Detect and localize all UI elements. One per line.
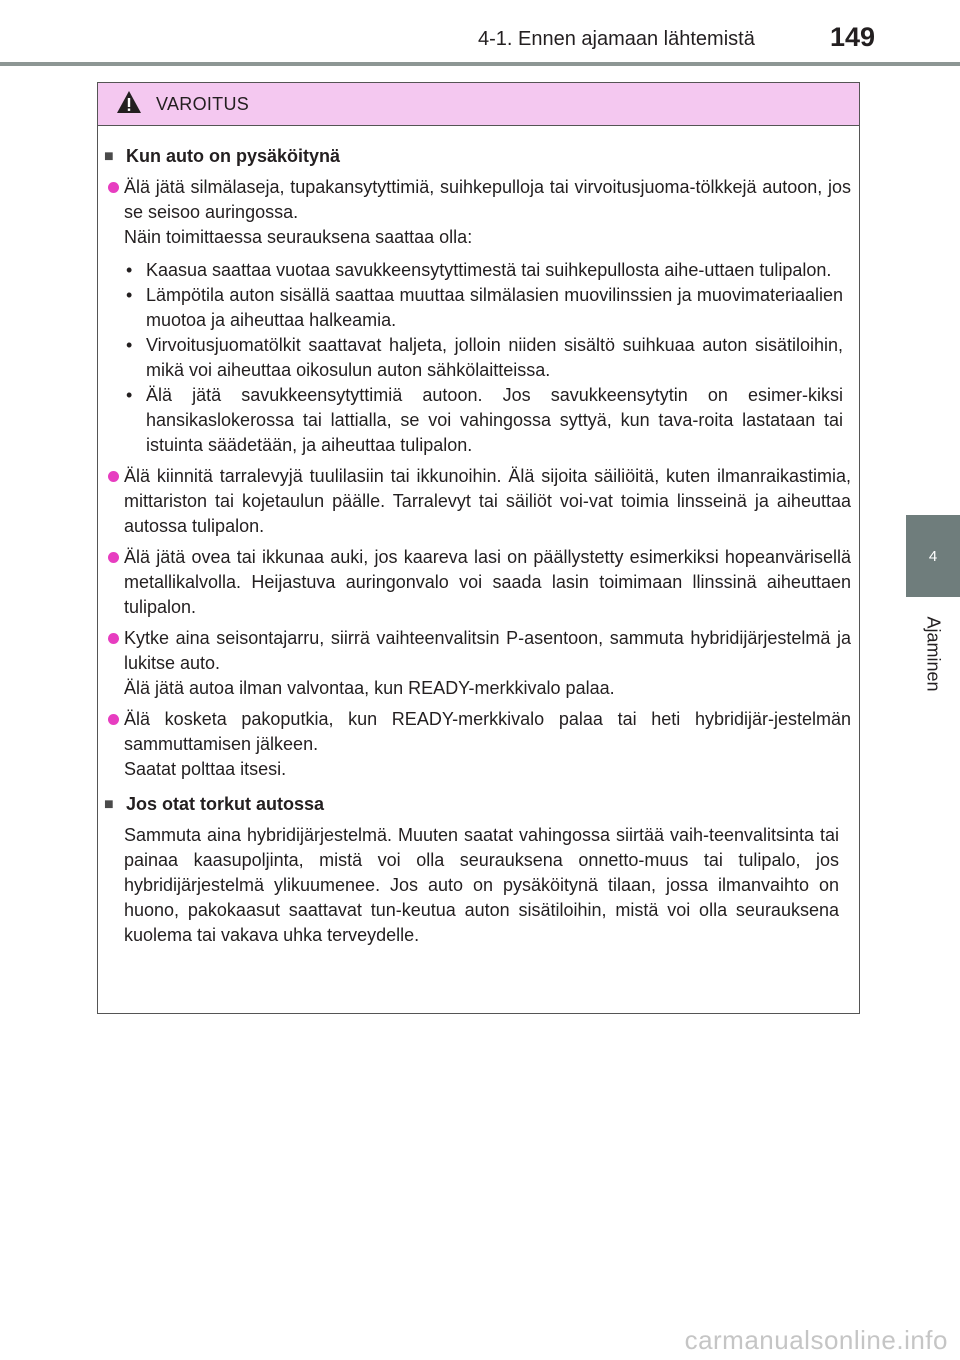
section-header: 4-1. Ennen ajamaan lähtemistä — [478, 28, 755, 50]
list-item — [104, 175, 851, 458]
chapter-label: Ajaminen — [923, 616, 944, 692]
item-text: Saatat polttaa itsesi. — [124, 759, 287, 779]
list-item — [104, 545, 851, 620]
warning-title: VAROITUS — [156, 93, 250, 114]
sub-list — [124, 258, 851, 458]
item-text: Älä jätä silmälaseja, tupakansytyttimiä, suihkepulloja tai virvoitusjuoma-tölkkejä autoon, jos se seisoo auringossa. — [124, 177, 851, 222]
sub-list-item: • Virvoitusjuomatölkit saattavat haljeta, jolloin niiden sisältö suihkuaa auton sisätiloihin, mikä voi aiheuttaa oikosulun auton sähkölaitteissa. — [126, 335, 843, 380]
item-text: Älä kiinnitä tarralevyjä tuulilasiin tai ikkunoihin. Älä sijoita säiliöitä, kuten ilmanraikastimia, mittariston tai kojetaulun päälle. Tarralevyt tai säiliöt voi-vat toimia linsseinä ja aiheuttaa autossa tulipalon. — [124, 466, 851, 536]
section-title-parked: ■ Kun auto on pysäköitynä — [104, 144, 851, 169]
warning-box — [97, 82, 860, 1014]
circle-bullet-icon — [108, 626, 124, 651]
chapter-tab[interactable] — [906, 515, 960, 597]
circle-bullet-icon — [108, 464, 124, 489]
section-paragraph: Sammuta aina hybridijärjestelmä. Muuten saatat vahingossa siirtää vaih-teenvalitsinta tai painaa kaasupoljinta, mistä voi olla seurauksena onnetto-muus tai tulipalo, jos hybridijärjestelmä ylikuumenee. Jos auto on pysäköitynä tilaan, jossa ilmanvaihto on huono, pakokaasut saattavat tun-keutua auton sisätiloihin, mistä voi olla seurauksena kuolema tai vakava uhka terveydelle. — [124, 825, 839, 945]
page-number: 149 — [830, 22, 876, 52]
item-text: Älä jätä autoa ilman valvontaa, kun READY-merkkivalo palaa. — [124, 678, 615, 698]
circle-bullet-icon — [108, 175, 124, 200]
section-title-napping: ■ Jos otat torkut autossa — [104, 792, 851, 817]
item-text: Älä kosketa pakoputkia, kun READY-merkkivalo palaa tai heti hybridijär-jestelmän sammuttamisen jälkeen. — [124, 709, 851, 754]
item-text: Kytke aina seisontajarru, siirrä vaihteenvalitsin P-asentoon, sammuta hybridijärjestelmä ja lukitse auto. — [124, 628, 851, 673]
square-bullet-icon: ■ — [104, 796, 114, 813]
circle-bullet-icon — [108, 545, 124, 570]
warning-header — [98, 83, 859, 126]
list-item — [104, 707, 851, 782]
list-item — [104, 464, 851, 539]
warning-triangle-icon — [116, 90, 142, 119]
circle-bullet-icon — [108, 707, 124, 732]
sub-list-item: • Lämpötila auton sisällä saattaa muuttaa silmälasien muovilinssien ja muovimateriaalien muotoa ja aiheuttaa halkeamia. — [126, 285, 843, 330]
item-text: Älä jätä ovea tai ikkunaa auki, jos kaareva lasi on päällystetty esimerkiksi hopeanvärisellä metallikalvolla. Heijastuva auringonvalo voi saada lasin toimimaan llinssinä aiheuttaen tulipalon. — [124, 547, 851, 617]
square-bullet-icon: ■ — [104, 148, 114, 165]
sub-list-item: • Älä jätä savukkeensytyttimiä autoon. Jos savukkeensytytin on esimer-kiksi hansikaslokerossa tai lattialla, se voi vahingossa syttyä, kun tava-roita lastataan tai istuinta säädetään, ja aiheuttaa tulipalon. — [126, 385, 843, 455]
chapter-number: 4 — [928, 547, 938, 565]
warning-body — [98, 126, 859, 948]
sub-list-item: • Kaasua saattaa vuotaa savukkeensytyttimestä tai suihkepullosta aihe-uttaen tulipalon. — [126, 260, 832, 280]
header-divider — [0, 62, 960, 66]
watermark: carmanualsonline.info — [684, 1325, 948, 1355]
item-text: Näin toimittaessa seurauksena saattaa olla: — [124, 227, 473, 247]
list-item — [104, 626, 851, 701]
